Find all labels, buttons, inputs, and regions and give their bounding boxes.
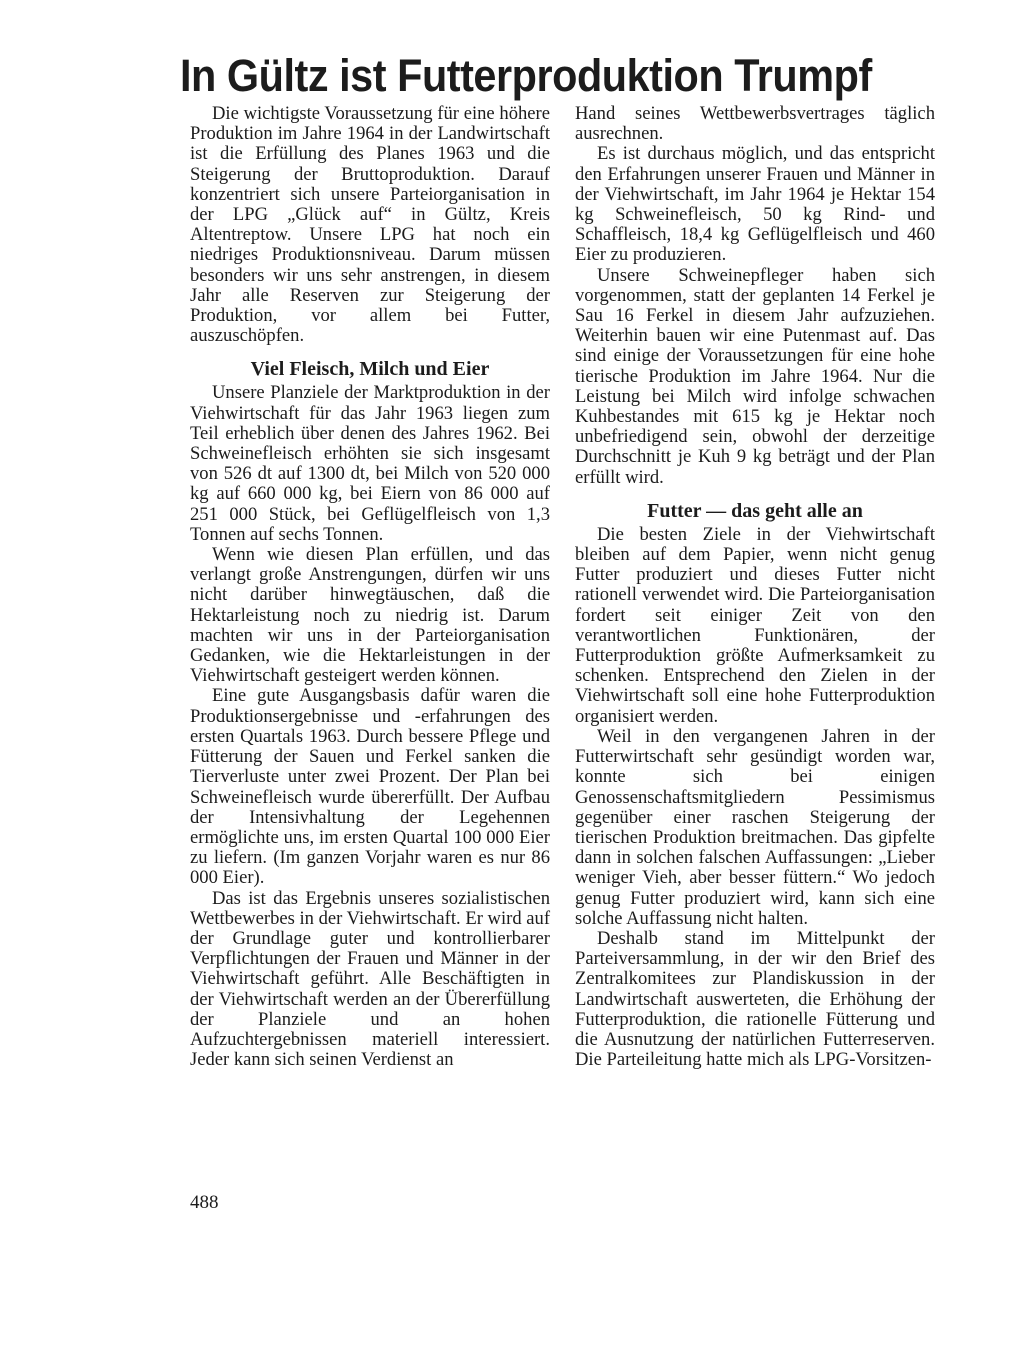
paragraph: Unsere Planziele der Marktproduktion in der Viehwirtschaft für das Jahr 1963 liegen zum Teil erheblich über denen des Jahres 1962. Bei Schweinefleisch erhöhten sie sich insgesamt von 526 dt auf 1300 dt, bei Milch von 520 000 kg auf 660 000 kg, bei Eiern von 86 000 auf 251 000 Stück, bei Geflügelfleisch von 1,3 Tonnen auf sechs Tonnen. — [190, 382, 550, 545]
paragraph: Unsere Schweinepfleger haben sich vorgenommen, statt der geplanten 14 Ferkel je Sau 16 Ferkel in diesem Jahr aufzuziehen. Weiterhin bauen wir eine Putenmast auf. Das sind einige der Voraussetzungen für eine hohe tierische Produktion im Jahre 1964. Nur die Leistung bei Milch wird infolge schwachen Kuhbestandes mit 615 kg je Hektar noch unbefriedigend sein, obwohl der derzeitige Durchschnitt je Kuh 9 kg beträgt und der Plan erfüllt wird. — [575, 264, 935, 488]
section-heading: Viel Fleisch, Milch und Eier — [250, 358, 490, 381]
left-column — [190, 104, 550, 1070]
paragraph: Es ist durchaus möglich, und das entspricht den Erfahrungen unserer Frauen und Männer in der Viehwirtschaft, im Jahr 1964 je Hektar 154 kg Schweinefleisch, 50 kg Rind- und Schaffleisch, 18,4 kg Geflügelfleisch und 460 Eier zu produzieren. — [575, 143, 935, 266]
right-column — [575, 104, 935, 1070]
section-heading: Futter — das geht alle an — [647, 499, 863, 522]
paragraph: Weil in den vergangenen Jahren in der Futterwirtschaft sehr gesündigt worden war, konnte sich bei einigen Genossenschaftsmitgliedern Pessimismus gegenüber einer raschen Steigerung der tierischen Produktion breitmachen. Das gipfelte dann in solchen falschen Auffassungen: „Lieber weniger Vieh, aber besser füttern.“ Wo jedoch genug Futter produziert wird, kann sich eine solche Auffassung nicht halten. — [575, 725, 935, 929]
paragraph: Hand seines Wettbewerbsvertrages täglich ausrechnen. — [575, 103, 935, 145]
paragraph: Die wichtigste Voraussetzung für eine höhere Produktion im Jahre 1964 in der Landwirtschaft ist die Erfüllung des Planes 1963 und die Steigerung der Bruttoproduktion. Darauf konzentriert sich unsere Parteiorganisation in der LPG „Glück auf“ in Gültz, Kreis Altentreptow. Unsere LPG hat noch ein niedriges Produktionsniveau. Darum müssen besonders wir uns sehr anstrengen, in diesem Jahr alle Reserven zur Steigerung der Produktion, vor allem bei Futter, auszuschöpfen. — [190, 103, 550, 347]
paragraph: Eine gute Ausgangsbasis dafür waren die Produktionsergebnisse und -erfahrungen des ersten Quartals 1963. Durch bessere Pflege und Fütterung der Sauen und Ferkel sanken die Tierverluste unter zwei Prozent. Der Plan bei Schweinefleisch wurde übererfüllt. Der Aufbau der Intensivhaltung der Legehennen ermöglichte uns, im ersten Quartal 100 000 Eier zu liefern. (Im ganzen Vorjahr waren es nur 86 000 Eier). — [190, 685, 550, 889]
paragraph: Die besten Ziele in der Viehwirtschaft bleiben auf dem Papier, wenn nicht genug Futter produziert und dieses Futter nicht rationell verwendet wird. Die Parteiorganisation fordert seit einiger Zeit von den verantwortlichen Funktionären, der Futterproduktion größte Aufmerksamkeit zu schenken. Entsprechend den Zielen in der Viehwirtschaft soll eine hohe Futterproduktion organisiert werden. — [575, 523, 935, 727]
page-number: 488 — [190, 1192, 219, 1213]
paragraph: Wenn wie diesen Plan erfüllen, und das verlangt große Anstrengungen, dürfen wir uns nicht darüber hinwegtäuschen, daß die Hektarleistung noch zu niedrig ist. Darum machten wir uns in der Parteiorganisation Gedanken, wie die Hektarleistungen in der Viehwirtschaft gesteigert werden können. — [190, 544, 550, 687]
article-headline: In Gültz ist Futterproduktion Trumpf — [180, 50, 872, 101]
paragraph: Deshalb stand im Mittelpunkt der Parteiversammlung, in der wir den Brief des Zentralkomitees zur Plandiskussion in der Landwirtschaft auswerteten, die Erhöhung der Futterproduktion, die rationelle Fütterung und die Ausnutzung der natürlichen Futterreserven. Die Parteileitung hatte mich als LPG-Vorsitzen- — [575, 927, 935, 1071]
paragraph: Das ist das Ergebnis unseres sozialistischen Wettbewerbes in der Viehwirtschaft. Er wird auf der Grundlage guter und kontrollierbarer Verpflichtungen der Frauen und Männer in der Viehwirtschaft geführt. Alle Beschäftigten in der Viehwirtschaft werden an der Übererfüllung der Planziele und an hohen Aufzuchtergebnissen materiell interessiert. Jeder kann sich seinen Verdienst an — [190, 887, 551, 1071]
